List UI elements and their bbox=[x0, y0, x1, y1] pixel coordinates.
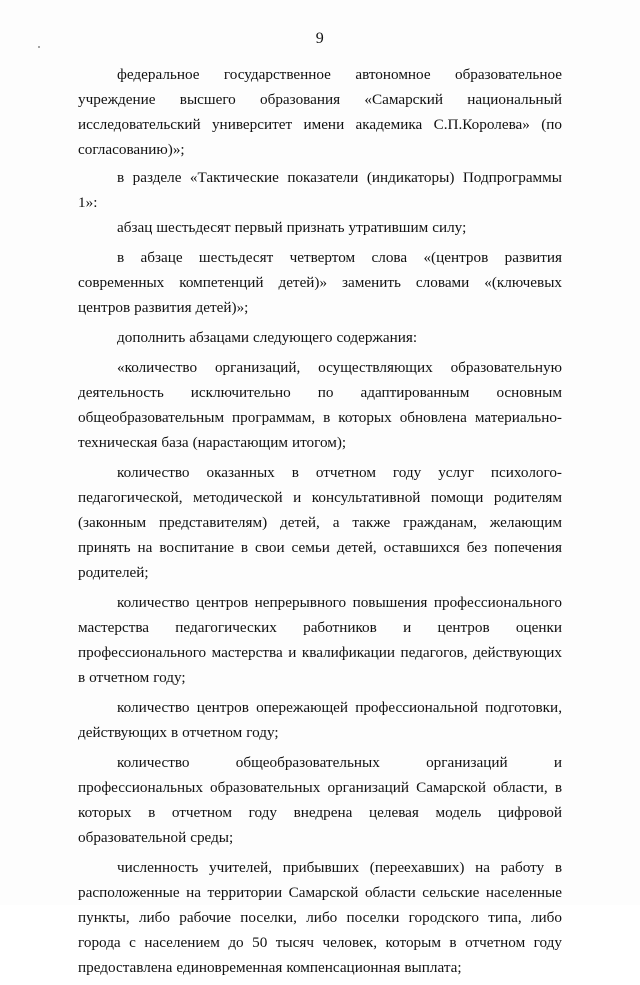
paragraph-section-tactical: в разделе «Тактические показатели (индикаторы) Подпрограммы 1»: bbox=[78, 169, 562, 211]
document-body bbox=[78, 62, 562, 985]
paragraph-university: федеральное государственное автономное образовательное учреждение высшего образования «Самарский национальный исследовательский университет имени академика С.П.Королева» (по согласованию)»; bbox=[78, 66, 562, 158]
paragraph-teachers-count: численность учителей, прибывших (переехавших) на работу в расположенные на территории Самарской области сельские населенные пункты, либо рабочие поселки, либо поселки городского типа, либо города с населением до 50 тысяч человек, которым в отчетном году предоставлена единовременная компенсационная выплата; bbox=[78, 859, 562, 976]
paragraph-centers-continuous: количество центров непрерывного повышения профессионального мастерства педагогических работников и центров оценки профессионального мастерства и квалификации педагогов, действующих в отчетном году; bbox=[78, 594, 562, 686]
paragraph-services-count: количество оказанных в отчетном году услуг психолого-педагогической, методической и консультативной помощи родителям (законным представителям) детей, а также гражданам, желающим принять на воспитание в свои семьи детей, оставшихся без попечения родителей; bbox=[78, 464, 562, 581]
paragraph-centers-advanced: количество центров опережающей профессиональной подготовки, действующих в отчетном году; bbox=[78, 699, 562, 741]
page-number: 9 bbox=[315, 30, 325, 47]
paragraph-sixty-fourth: в абзаце шестьдесят четвертом слова «(центров развития современных компетенций детей)» заменить словами «(ключевых центров развития детей)»; bbox=[78, 249, 562, 316]
paragraph-sixty-first: абзац шестьдесят первый признать утратившим силу; bbox=[117, 219, 467, 236]
paragraph-add-following: дополнить абзацами следующего содержания: bbox=[117, 329, 418, 346]
paragraph-digital-model: количество общеобразовательных организаций и профессиональных образовательных организаций Самарской области, в которых в отчетном году внедрена целевая модель цифровой образовательной среды; bbox=[78, 754, 562, 846]
paragraph-organizations-count: «количество организаций, осуществляющих образовательную деятельность исключительно по адаптированным основным общеобразовательным программам, в которых обновлена материально-техническая база (нарастающим итогом); bbox=[78, 359, 562, 451]
